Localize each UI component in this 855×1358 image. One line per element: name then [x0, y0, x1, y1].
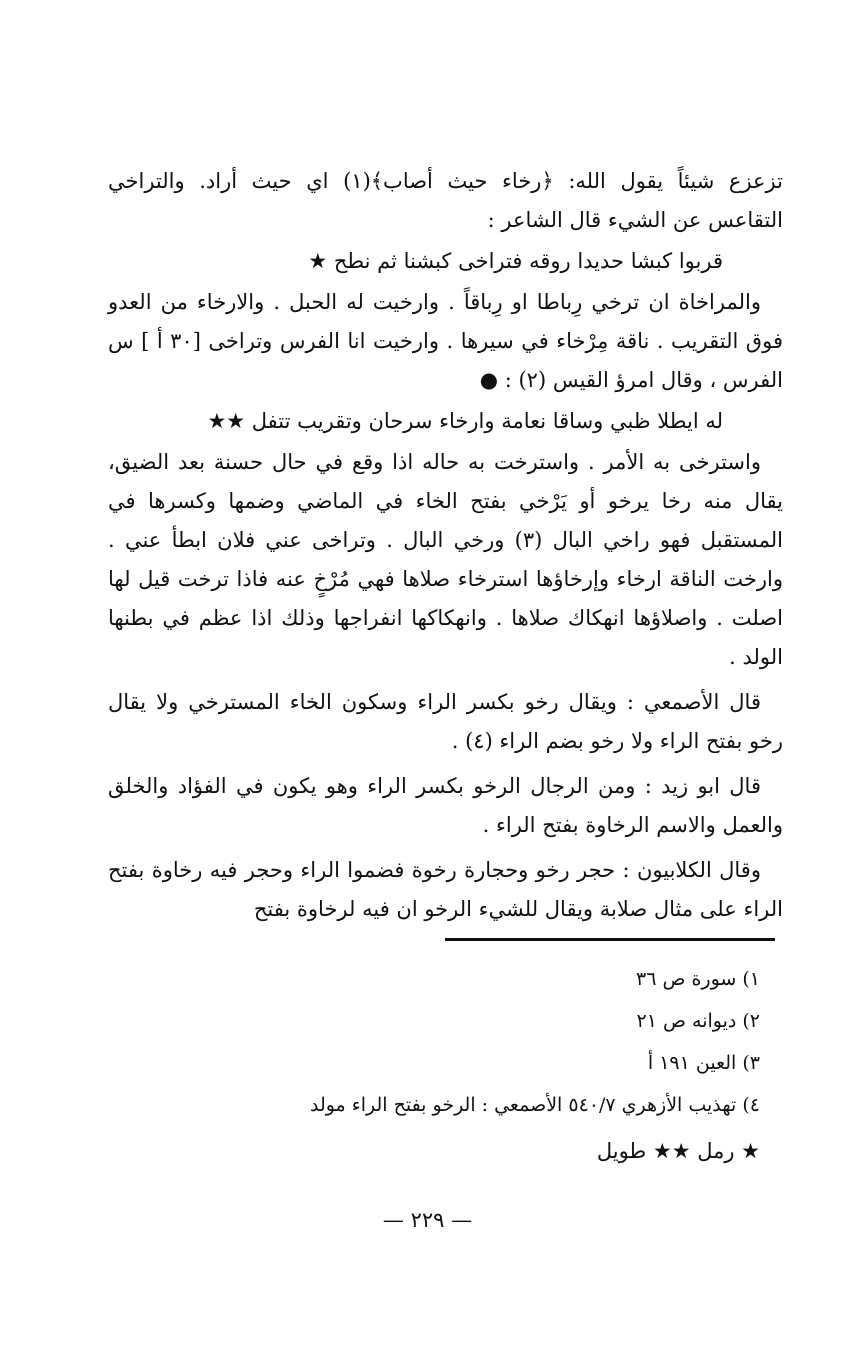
footnote-3: ٣) العين ١٩١ أ — [647, 1052, 760, 1074]
verse-2: له ايطلا ظبي وساقا نعامة وارخاء سرحان وتقريب تتفل ★★ — [207, 409, 723, 433]
page-number: — ٢٢٩ — — [382, 1208, 473, 1232]
meter-legend: ★ رمل ★★ طويل — [596, 1139, 760, 1163]
paragraph-4: قال الأصمعي : ويقال رخو بكسر الراء وسكون الخاء المسترخي ولا يقال رخو بفتح الراء ولا رخو بضم الراء (٤) . — [108, 690, 783, 753]
footnote-2: ٢) ديوانه ص ٢١ — [636, 1010, 760, 1032]
paragraph-6: وقال الكلابيون : حجر رخو وحجارة رخوة فضموا الراء وحجر فيه رخاوة بفتح الراء على مثال صلابة ويقال للشيء الرخو ان فيه لرخاوة بفتح — [108, 858, 783, 921]
footnote-1: ١) سورة ص ٣٦ — [635, 968, 760, 990]
paragraph-3: واسترخى به الأمر . واسترخت به حاله اذا وقع في حال حسنة بعد الضيق، يقال منه رخا يرخو أو يَرْخي بفتح الخاء في الماضي وضمها وكسرها في المستقبل فهو راخي البال (٣) ورخي البال . وتراخى عني فلان ابطأ عني . وارخت الناقة ارخاء وإرخاؤها استرخاء صلاها فهي مُرْخٍ عنه فاذا ترخت قيل لها اصلت . واصلاؤها انهكاك صلاها . وانهكاكها انفراجها وذلك اذا عظم في بطنها الولد . — [108, 450, 783, 669]
paragraph-2: والمراخاة ان ترخي رِباطا او رِباقاً . وارخيت له الحبل . والارخاء من العدو فوق التقريب . ناقة مِرْخاء في سيرها . وارخيت انا الفرس وتراخى [٣٠ أ ] س الفرس ، وقال امرؤ القيس (٢) : ● — [108, 290, 783, 392]
paragraph-5: قال ابو زيد : ومن الرجال الرخو بكسر الراء وهو يكون في الفؤاد والخلق والعمل والاسم الرخاوة بفتح الراء . — [108, 774, 783, 837]
paragraph-1: تزعزع شيئاً يقول الله: ﴿رخاء حيث أصاب﴾(١) اي حيث أراد. والتراخي التقاعس عن الشيء قال الشاعر : — [108, 169, 783, 232]
verse-1: قربوا كبشا حديدا روقه فتراخى كبشنا ثم نطح ★ — [308, 249, 723, 273]
footnotes — [150, 958, 760, 1172]
footnote-divider — [445, 938, 775, 941]
footnote-4: ٤) تهذيب الأزهري ٥٤٠/٧ الأصمعي : الرخو بفتح الراء مولد — [309, 1094, 760, 1116]
main-text — [108, 162, 783, 929]
